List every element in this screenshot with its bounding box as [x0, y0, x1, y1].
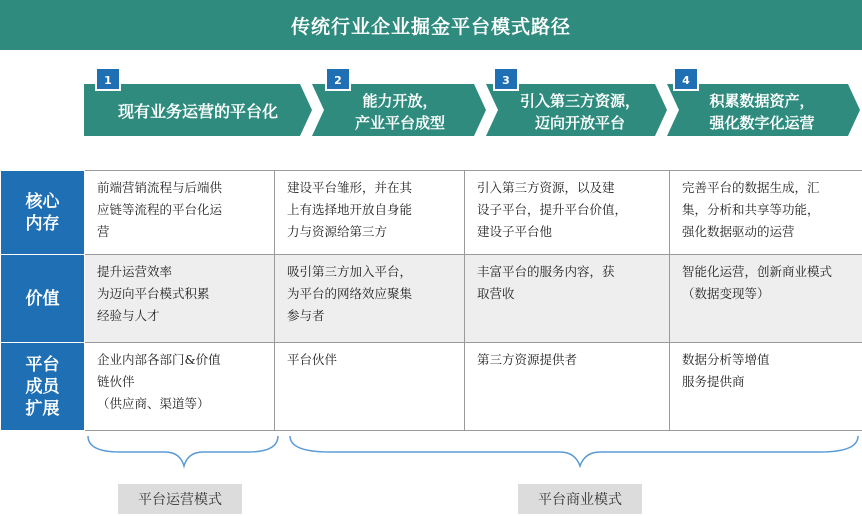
label-platform-business-mode: 平台商业模式 — [518, 484, 642, 514]
step-arrows — [0, 62, 862, 142]
table-cell: 前端营销流程与后端供 应链等流程的平台化运 营 — [85, 171, 275, 255]
table-row-value — [1, 255, 862, 343]
step-2-line-1: 能力开放， — [362, 92, 438, 110]
table-row-core — [1, 171, 862, 255]
step-4-line-2: 强化数字化运营 — [709, 114, 815, 132]
row-header-value: 价值 — [1, 255, 85, 343]
brace-operation-mode — [88, 436, 278, 466]
step-1-arrow — [84, 68, 312, 136]
table-cell: 平台伙伴 — [275, 343, 465, 431]
table-cell: 智能化运营，创新商业模式 （数据变现等） — [670, 255, 862, 343]
step-1-line-1: 现有业务运营的平台化 — [117, 102, 279, 121]
step-4-arrow — [667, 68, 860, 136]
step-3-line-2: 迈向开放平台 — [534, 114, 626, 132]
step-4-line-1: 积累数据资产， — [709, 92, 815, 110]
grouping-braces — [0, 430, 862, 480]
label-platform-operation-mode: 平台运营模式 — [118, 484, 242, 514]
row-header-core: 核心 内存 — [1, 171, 85, 255]
step-1-number: 1 — [104, 74, 112, 87]
table-cell: 企业内部各部门&价值 链伙伴 （供应商、渠道等） — [85, 343, 275, 431]
table-cell: 建设平台雏形，并在其 上有选择地开放自身能 力与资源给第三方 — [275, 171, 465, 255]
diagram-title: 传统行业企业掘金平台模式路径 — [0, 0, 862, 50]
row-header-members: 平台 成员 扩展 — [1, 343, 85, 431]
step-3-line-1: 引入第三方资源， — [519, 92, 641, 110]
table-cell: 数据分析等增值 服务提供商 — [670, 343, 862, 431]
step-3-arrow — [486, 68, 667, 136]
step-3-number: 3 — [502, 74, 510, 87]
table-row-members — [1, 343, 862, 431]
step-4-number: 4 — [682, 74, 690, 87]
step-2-line-2: 产业平台成型 — [354, 114, 446, 132]
table-cell: 第三方资源提供者 — [465, 343, 670, 431]
step-2-arrow — [312, 68, 486, 136]
step-2-number: 2 — [334, 74, 342, 87]
table-cell: 吸引第三方加入平台， 为平台的网络效应聚集 参与者 — [275, 255, 465, 343]
path-matrix-table — [0, 170, 862, 431]
brace-business-mode — [290, 436, 858, 466]
table-cell: 引入第三方资源，以及建 设子平台，提升平台价值， 建设子平台他 — [465, 171, 670, 255]
table-cell: 提升运营效率 为迈向平台模式积累 经验与人才 — [85, 255, 275, 343]
table-cell: 完善平台的数据生成，汇 集，分析和共享等功能， 强化数据驱动的运营 — [670, 171, 862, 255]
table-cell: 丰富平台的服务内容，获 取营收 — [465, 255, 670, 343]
